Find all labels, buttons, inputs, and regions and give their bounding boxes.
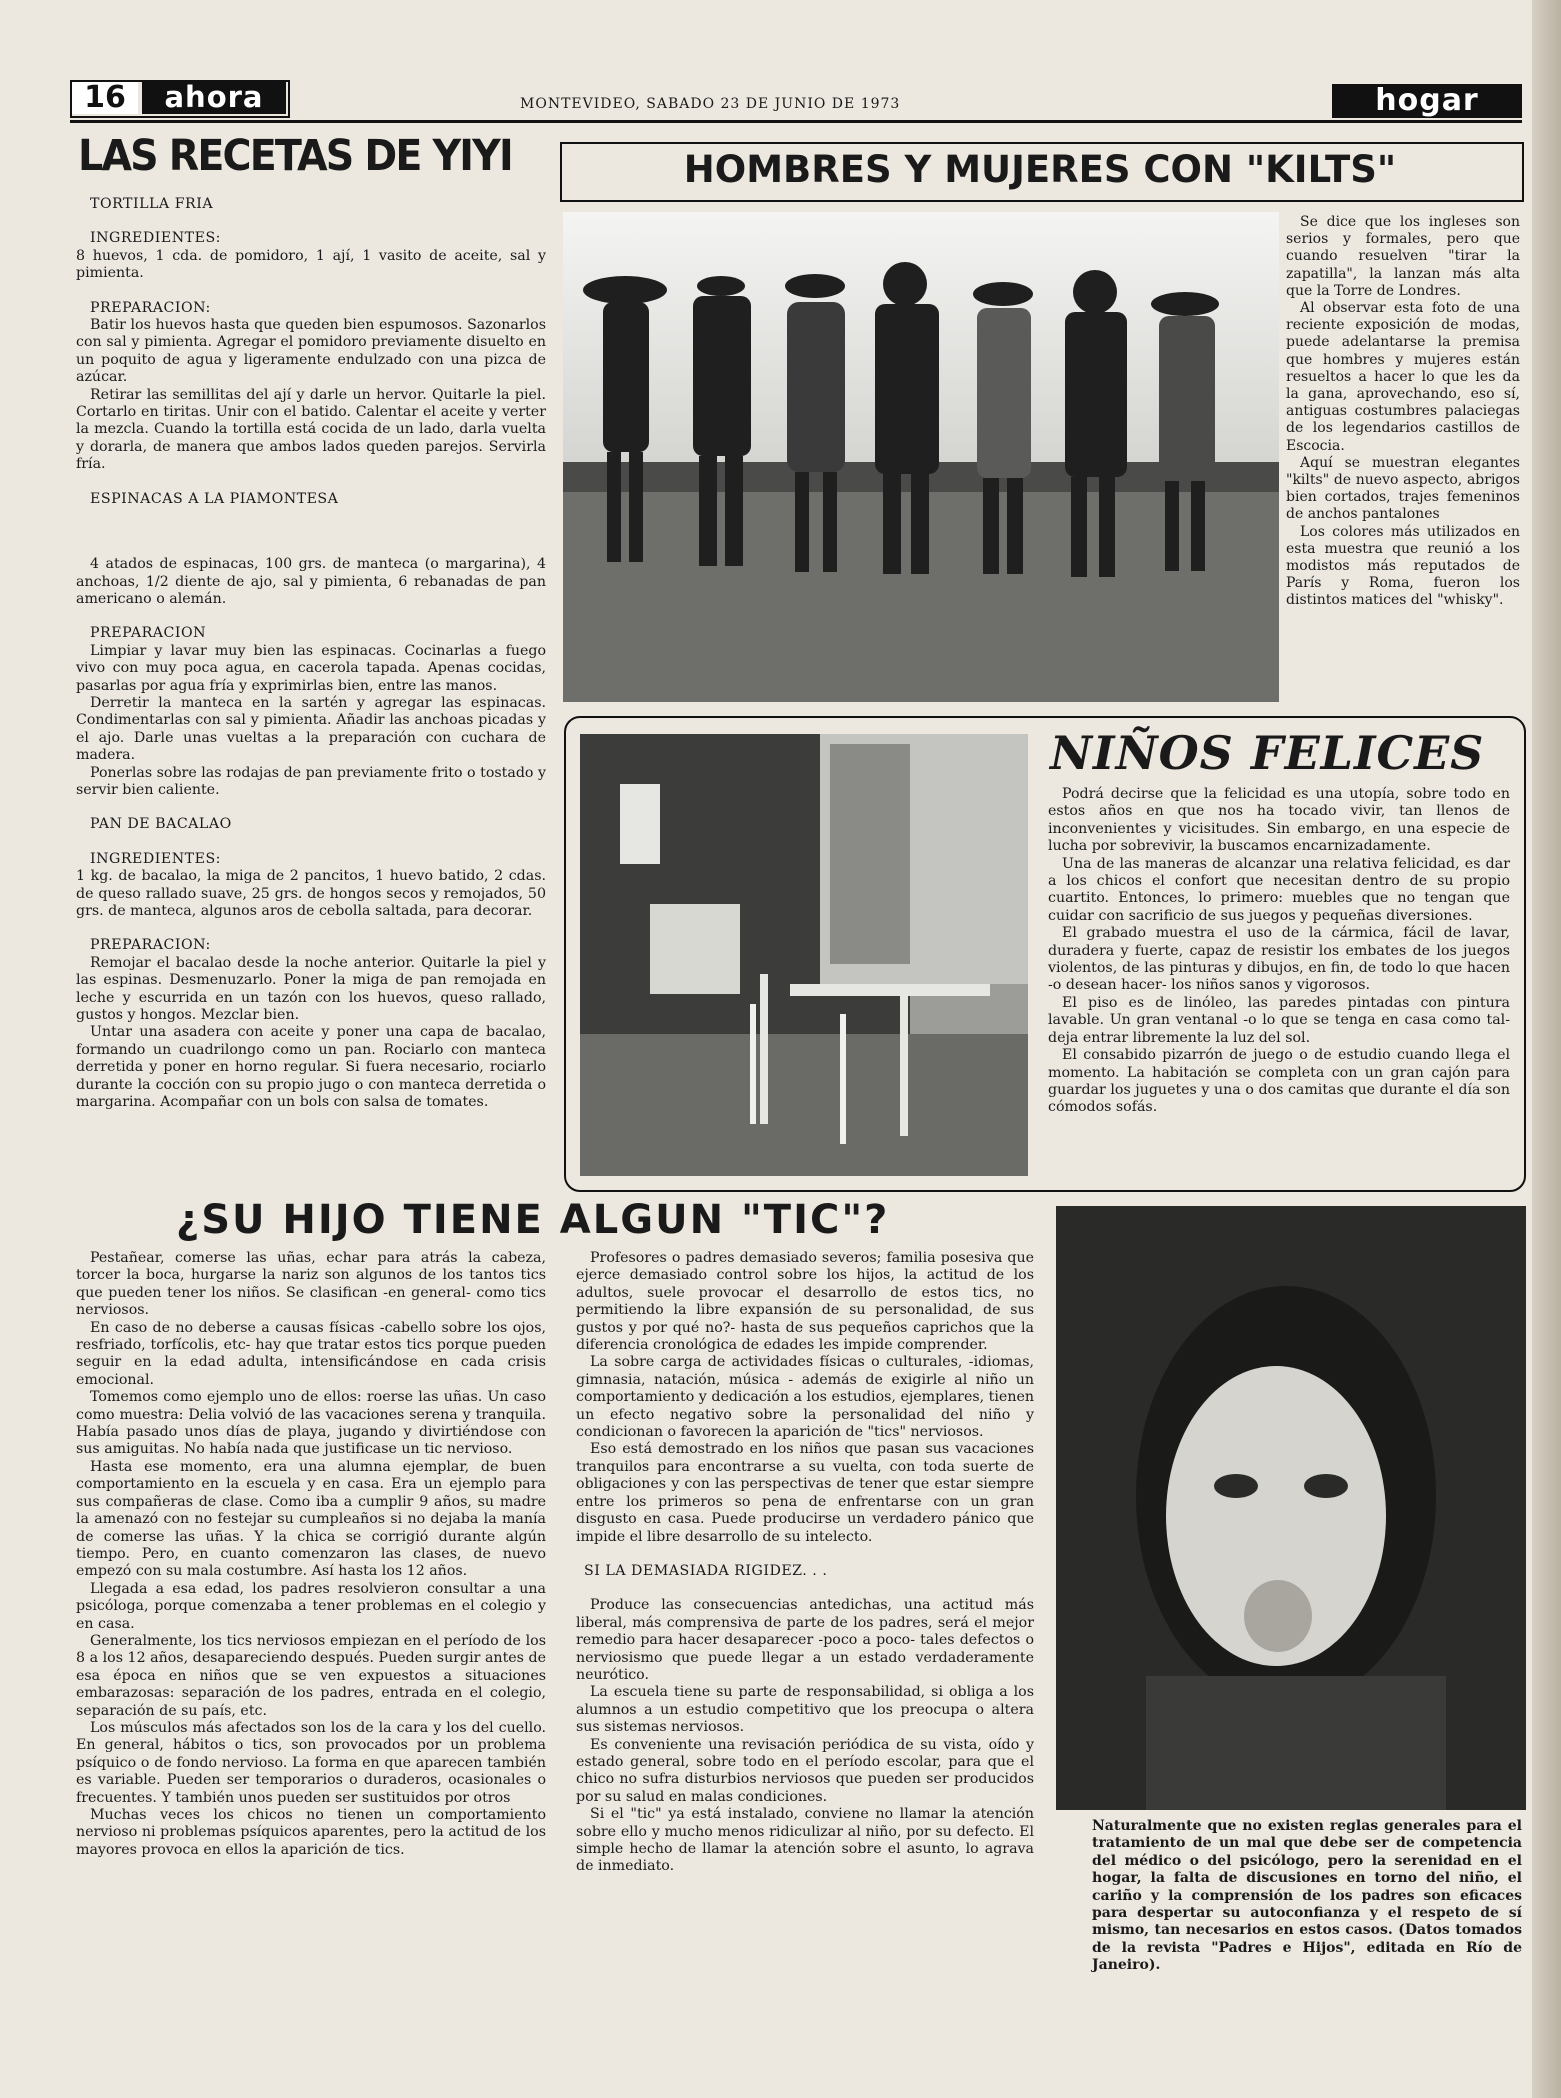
paragraph: Limpiar y lavar muy bien las espinacas. Cocinarlas a fuego vivo con muy poca agua, en cacerola tapada. Apenas cocidas, pasarlas por agua fría y exprimirlas bien, entre las manos. bbox=[76, 642, 546, 694]
paragraph: Derretir la manteca en la sartén y agregar las espinacas. Condimentarlas con sal y pimienta. Añadir las anchoas picadas y el ajo. Darle unas vueltas a la preparación con cuchara de madera. bbox=[76, 694, 546, 764]
tic-column-2 bbox=[576, 1250, 1034, 1876]
paragraph: Se dice que los ingleses son serios y formales, pero que cuando resuelven "tirar la zapatilla", la lanzan más alta que la Torre de Londres. bbox=[1286, 214, 1520, 299]
paragraph: Una de las maneras de alcanzar una relativa felicidad, es dar a los chicos el confort que necesitan dentro de su propio cuartito. Entonces, lo primero: muebles que no tengan que cuidar con sacrificio de sus juegos y pequeñas diversiones. bbox=[1048, 855, 1510, 924]
tic-column-1 bbox=[76, 1250, 546, 1859]
paragraph: La escuela tiene su parte de responsabilidad, si obliga a los alumnos a un estudio competitivo que los preocupa o altera sus sistemas nerviosos. bbox=[576, 1684, 1034, 1736]
prep-text bbox=[76, 317, 546, 474]
paragraph: Aquí se muestran elegantes "kilts" de nuevo aspecto, abrigos bien cortados, trajes femeninos de anchos pantalones bbox=[1286, 454, 1520, 523]
ingredients-label: INGREDIENTES: bbox=[90, 230, 221, 247]
paragraph: Llegada a esa edad, los padres resolvieron consultar a una psicóloga, porque comenzaba a tener problemas en el colegio y en casa. bbox=[76, 1580, 546, 1632]
kilts-text bbox=[1286, 214, 1520, 610]
paragraph: Si el "tic" ya está instalado, conviene no llamar la atención sobre ello y mucho menos ridiculizar al niño, por su defecto. El simple hecho de llamar la atención sobre el asunto, lo agrava de inmediato. bbox=[576, 1806, 1034, 1875]
ninos-photo bbox=[580, 734, 1028, 1176]
paragraph: Es conveniente una revisación periódica de su vista, oído y estado general, sobre todo en el período escolar, para que el chico no sufra disturbios nerviosos que pueden ser producidos por su salud en malas condiciones. bbox=[576, 1736, 1034, 1805]
recipe-title-espinacas: ESPINACAS A LA PIAMONTESA bbox=[90, 490, 339, 507]
paragraph: La sobre carga de actividades físicas o culturales, -idiomas, gimnasia, natación, música - además de exigirle al niño un comportamiento y dedicación a los estudios, ejemplares, tienen un efecto negativo sobre la personalidad del niño y condicionan o favorecen la aparición de "tics" nerviosos. bbox=[576, 1354, 1034, 1441]
photo-caption: Naturalmente que no existen reglas generales para el tratamiento de un mal que debe ser de competencia del médico o del psicólogo, pero la serenidad en el hogar, la falta de discusiones en torno del niño, el cariño y la comprensión de los padres son eficaces para despertar su autoconfianza y el respeto de sí mismo, tan necesarios en estos casos. (Datos tomados de la revista "Padres e Hijos", editada en Río de Janeiro). bbox=[1092, 1818, 1522, 1974]
paragraph: Al observar esta foto de una reciente exposición de modas, puede adelantarse la premisa que hombres y mujeres están resueltos a hacer lo que les da la gana, aprovechando, eso sí, antiguas costumbres palaciegas de los legendarios castillos de Escocia. bbox=[1286, 300, 1520, 454]
child-photo bbox=[1056, 1206, 1526, 1810]
paragraph: Tomemos como ejemplo uno de ellos: roerse las uñas. Un caso como muestra: Delia volvió de las vacaciones serena y tranquila. Había pasado unos días de playa, jugando y divirtiéndose con sus amiguitas. No había nada que justificase un tic nervioso. bbox=[76, 1389, 546, 1458]
ingredients-text: 8 huevos, 1 cda. de pomidoro, 1 ají, 1 vasito de aceite, sal y pimienta. bbox=[76, 247, 546, 282]
prep-label: PREPARACION: bbox=[90, 937, 211, 954]
paragraph: Ponerlas sobre las rodajas de pan previamente frito o tostado y servir bien caliente. bbox=[76, 764, 546, 798]
paragraph: El grabado muestra el uso de la cármica, fácil de lavar, duradera y fuerte, capaz de resistir los embates de los juegos violentos, de las pinturas y dibujos, en fin, de todo lo que hacen -o desean hacer- los niños sanos y vigorosos. bbox=[1048, 925, 1510, 994]
paragraph: Batir los huevos hasta que queden bien espumosos. Sazonarlos con sal y pimienta. Agregar el pomidoro previamente disuelto en un poquito de agua y ligeramente endulzado con una pizca de azúcar. bbox=[76, 317, 546, 386]
ninos-text bbox=[1048, 786, 1510, 1117]
kilts-photo bbox=[563, 212, 1279, 702]
kilts-title: HOMBRES Y MUJERES CON "KILTS" bbox=[683, 148, 1397, 191]
page-edge bbox=[1532, 0, 1561, 2098]
prep-text bbox=[76, 643, 546, 800]
ingredients-text: 1 kg. de bacalao, la miga de 2 pancitos, 1 huevo batido, 2 cdas. de queso rallado suave, 25 grs. de hongos secos y remojados, 50 grs. de manteca, algunos aros de cebolla saltada, para decorar. bbox=[76, 868, 546, 919]
paragraph: Pestañear, comerse las uñas, echar para atrás la cabeza, torcer la boca, hurgarse la nariz son algunos de los tantos tics que pueden tener los niños. Se clasifican -en general- como tics nerviosos. bbox=[76, 1250, 546, 1319]
subheading: SI LA DEMASIADA RIGIDEZ. . . bbox=[584, 1562, 828, 1579]
recipe-title-bacalao: PAN DE BACALAO bbox=[90, 816, 232, 833]
recipe-title-tortilla: TORTILLA FRIA bbox=[90, 196, 214, 212]
section-label: hogar bbox=[1332, 84, 1522, 118]
header-rule bbox=[70, 120, 1522, 123]
ninos-title: NIÑOS FELICES bbox=[1050, 726, 1485, 780]
paragraph: Profesores o padres demasiado severos; familia posesiva que ejerce demasiado control sobre los hijos, la actitud de los adultos, suele provocar el desarrollo de estos tics, no permitiendo la libre expansión de su personalidad, de sus gustos y por qué no?- hasta de sus pequeños caprichos que la diferencia cronológica de edades les impide comprender. bbox=[576, 1250, 1034, 1354]
paragraph: En caso de no deberse a causas físicas -cabello sobre los ojos, resfriado, torfícolis, etc- hay que tratar estos tics porque pueden seguir en la edad adulta, intensificándose en cada crisis emocional. bbox=[76, 1319, 546, 1388]
prep-label: PREPARACION bbox=[90, 625, 207, 642]
paragraph: Untar una asadera con aceite y poner una capa de bacalao, formando un cuadrilongo como un pan. Rociarlo con manteca derretida y poner en horno regular. Si fuera necesario, rociarlo durante la cocción con su propio jugo o con manteca derretida o margarina. Acompañar con un bols con salsa de tomates. bbox=[76, 1024, 546, 1111]
paragraph: Los músculos más afectados son los de la cara y los del cuello. En general, hábitos o tics, son provocados por un problema psíquico o de fondo nervioso. La forma en que aparecen también es variable. Pueden ser temporarios o duraderos, ocasionales o frecuentes. Y también unos pueden ser sustituidos por otros bbox=[76, 1719, 546, 1806]
ingredients-text: 4 atados de espinacas, 100 grs. de manteca (o margarina), 4 anchoas, 1/2 diente de ajo, sal y pimienta, 6 rebanadas de pan americano o alemán. bbox=[76, 556, 546, 607]
paragraph: Remojar el bacalao desde la noche anterior. Quitarle la piel y las espinas. Desmenuzarlo. Poner la miga de pan remojada en leche y escurrida en un tazón con los huevos, queso rallado, gustos y hongos. Mezclar bien. bbox=[76, 954, 546, 1024]
paragraph: El consabido pizarrón de juego o de estudio cuando llega el momento. La habitación se completa con un gran cajón para guardar los juguetes y una o dos camitas que durante el día son cómodos sofás. bbox=[1048, 1047, 1510, 1116]
prep-text bbox=[76, 955, 546, 1112]
ingredients-label: INGREDIENTES: bbox=[90, 850, 221, 867]
dateline: MONTEVIDEO, SABADO 23 DE JUNIO DE 1973 bbox=[520, 96, 901, 112]
paragraph: Hasta ese momento, era una alumna ejemplar, de buen comportamiento en la escuela y en casa. Era un ejemplo para sus compañeras de clase. Como iba a cumplir 9 años, su madre la amenazó con no festejar su cumpleaños si no dejaba la manía de comerse las uñas. Y la chica se corrigió durante algún tiempo. Pero, en cuanto comenzaron las clases, de nuevo empezó con su mala costumbre. Así hasta los 12 años. bbox=[76, 1458, 546, 1580]
paragraph: Generalmente, los tics nerviosos empiezan en el período de los 8 a los 12 años, desapareciendo después. Pueden surgir antes de esa época en niños que se ven expuestos a situaciones embarazosas: separación de los padres, entrada en el colegio, separación de su país, etc. bbox=[76, 1632, 546, 1719]
paragraph: Eso está demostrado en los niños que pasan sus vacaciones tranquilos para encontrarse a su vuelta, con toda suerte de obligaciones y con las perspectivas de tener que estar siempre entre los primeros so pena de enfrentarse con un gran disgusto en casa. Puede producirse un verdadero pánico que impide el libre desarrollo de su intelecto. bbox=[576, 1441, 1034, 1545]
recetas-column bbox=[76, 196, 546, 1111]
page-number: 16 bbox=[72, 82, 138, 114]
paragraph: Muchas veces los chicos no tienen un comportamiento nervioso ni problemas psíquicos aparentes, pero la actitud de los mayores provoca en ellos la aparición de tics. bbox=[76, 1807, 546, 1858]
paragraph: Podrá decirse que la felicidad es una utopía, sobre todo en estos años en que nos ha tocado vivir, tan llenos de inconvenientes y vicisitudes. Sin embargo, en una especie de lucha por sobrevivir, la buscamos encarnizadamente. bbox=[1048, 786, 1510, 855]
paragraph: Los colores más utilizados en esta muestra que reunió a los modistos más reputados de París y Roma, fueron los distintos matices del "whisky". bbox=[1286, 523, 1520, 609]
prep-label: PREPARACION: bbox=[90, 299, 211, 316]
paragraph: Retirar las semillitas del ají y darle un hervor. Quitarle la piel. Cortarlo en tiritas. Unir con el batido. Calentar el aceite y verter la mezcla. Cuando la tortilla está cocida de un lado, darla vuelta y dorarla, de manera que ambos lados queden parejos. Servirla fría. bbox=[76, 386, 546, 473]
paragraph: El piso es de linóleo, las paredes pintadas con pintura lavable. Un gran ventanal -o lo que se tenga en casa como tal- deja entrar libremente la luz del sol. bbox=[1048, 994, 1510, 1046]
paragraph: Produce las consecuencias antedichas, una actitud más liberal, más comprensiva de parte de los padres, será el mejor remedio para hacer desaparecer -poco a poco- tales defectos o nerviosismo que puede llegar a un estado verdaderamente neurótico. bbox=[576, 1597, 1034, 1683]
tic-title: ¿SU HIJO TIENE ALGUN "TIC"? bbox=[176, 1197, 890, 1243]
brand-logo: ahora bbox=[142, 82, 286, 114]
recetas-title: LAS RECETAS DE YIYI bbox=[78, 131, 512, 181]
